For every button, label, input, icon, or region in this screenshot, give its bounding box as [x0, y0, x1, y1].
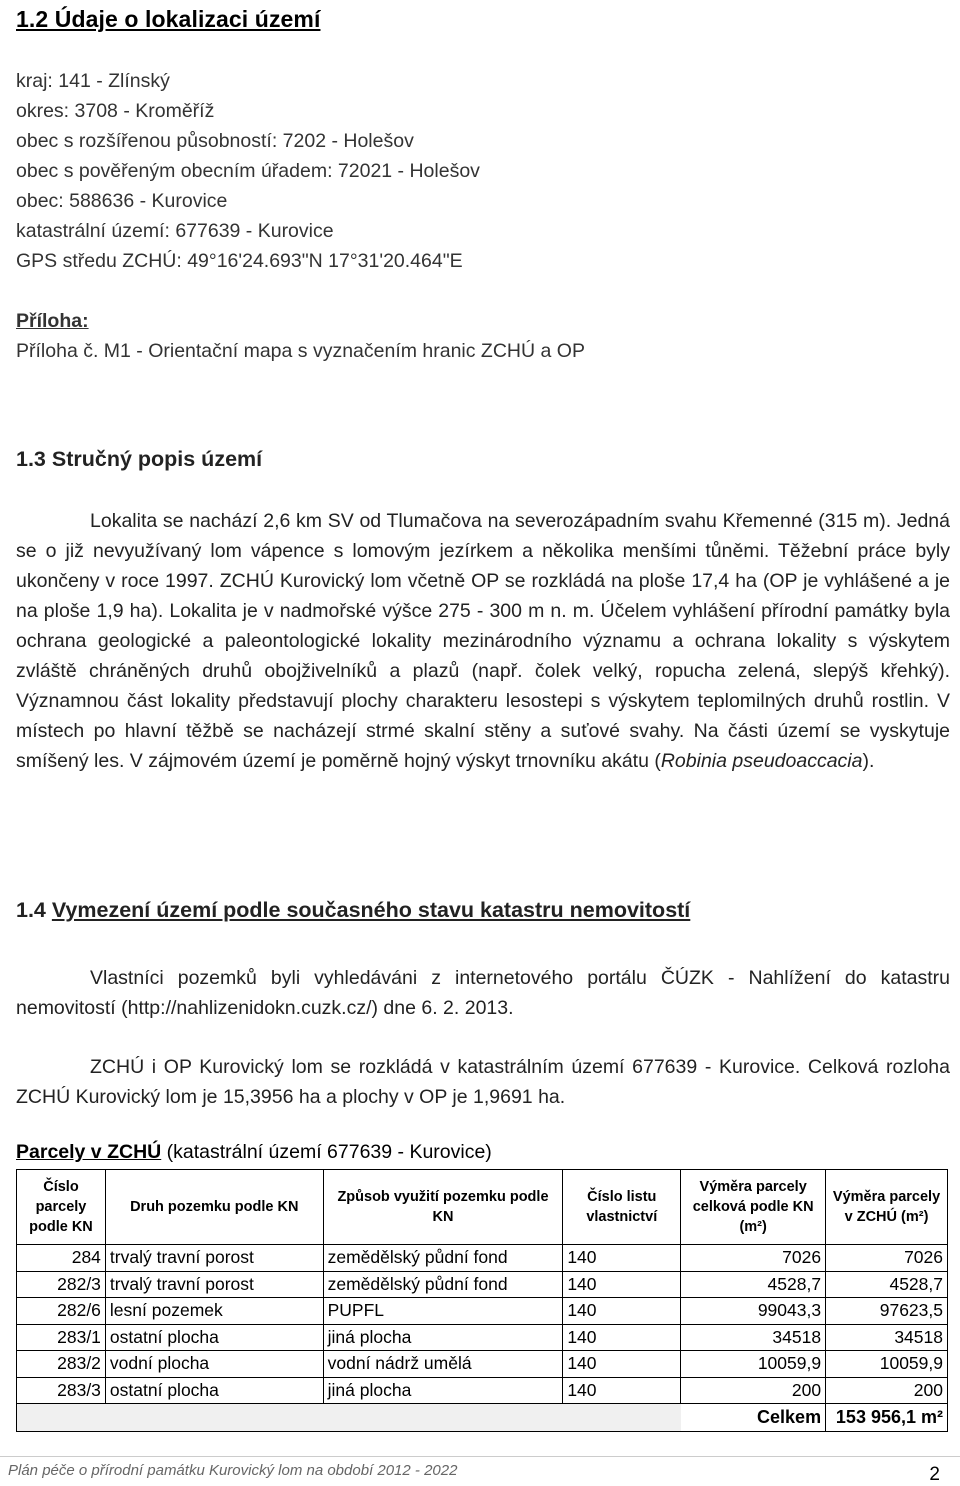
- table-cell: PUPFL: [323, 1298, 563, 1325]
- table-cell: ostatní plocha: [105, 1324, 323, 1351]
- appendix-heading: Příloha:: [16, 310, 89, 332]
- location-line: okres: 3708 - Kroměříž: [16, 100, 215, 122]
- header-cell: Číslo listu vlastnictví: [563, 1170, 681, 1245]
- table-cell: 283/3: [17, 1377, 106, 1404]
- species-italic: Robinia pseudoaccacia: [660, 750, 863, 772]
- header-cell: Výměra parcely celková podle KN (m²): [681, 1170, 826, 1245]
- location-details: [16, 66, 480, 276]
- table-row: [17, 1245, 948, 1272]
- table-cell: vodní nádrž umělá: [323, 1351, 563, 1378]
- table-header-row: [17, 1170, 948, 1245]
- table-cell: 282/6: [17, 1298, 106, 1325]
- table-cell: ostatní plocha: [105, 1377, 323, 1404]
- location-line: kraj: 141 - Zlínský: [16, 70, 170, 92]
- table-cell: jiná plocha: [323, 1324, 563, 1351]
- table-cell: 140: [563, 1245, 681, 1272]
- paragraph-text: Vlastníci pozemků byli vyhledáváni z internetového portálu ČÚZK - Nahlížení do katastru nemovitostí (http://nahlizenidokn.cuzk.cz/) dne 6. 2. 2013.: [16, 967, 950, 1019]
- table-cell: 34518: [681, 1324, 826, 1351]
- paragraph-text: ZCHÚ i OP Kurovický lom se rozkládá v katastrálním území 677639 - Kurovice. Celková rozloha ZCHÚ Kurovický lom je 15,3956 ha a plochy v OP je 1,9691 ha.: [16, 1056, 950, 1108]
- total-label: Celkem: [681, 1404, 826, 1432]
- total-spacer: [17, 1404, 681, 1432]
- table-cell: 34518: [826, 1324, 948, 1351]
- parcels-table: [16, 1169, 948, 1432]
- table-cell: 10059,9: [826, 1351, 948, 1378]
- table-cell: 140: [563, 1351, 681, 1378]
- paragraph-text: Lokalita se nachází 2,6 km SV od Tlumačova na severozápadním svahu Křemenné (315 m). Jedná se o již nevyužívaný lom vápence s lomovým jezírkem a několika menšími tůněmi. Těžební práce byly ukončeny v roce 1997. ZCHÚ Kurovický lom včetně OP se rozkládá na ploše 17,4 ha (OP je vyhlášené a je na ploše 1,9 ha). Lokalita je v nadmořské výšce 275 - 300 m n. m. Účelem vyhlášení přírodní památky byla ochrana geologické a paleontologické lokality mezinárodního významu a ochrana lokality s výskytem zvláště chráněných druhů obojživelníků a plazů (např. čolek velký, ropucha zelená, slepýš křehký). Významnou část lokality představují plochy charakteru lesostepi s výskytem teplomilných druhů rostlin. V místech po hlavní těžbě se nacházejí strmé skalní stěny a suťové svahy. Na části území se vyskytuje smíšený les. V zájmovém území je poměrně hojný výskyt trnovníku akátu (: [16, 510, 950, 772]
- table-cell: 140: [563, 1271, 681, 1298]
- table-cell: 4528,7: [826, 1271, 948, 1298]
- table-row: [17, 1298, 948, 1325]
- section-1-3-paragraph: [16, 506, 950, 776]
- location-line: obec: 588636 - Kurovice: [16, 190, 228, 212]
- table-row: [17, 1271, 948, 1298]
- table-cell: 283/2: [17, 1351, 106, 1378]
- page-number: 2: [929, 1464, 940, 1485]
- table-cell: 99043,3: [681, 1298, 826, 1325]
- table-cell: 282/3: [17, 1271, 106, 1298]
- header-cell: Druh pozemku podle KN: [105, 1170, 323, 1245]
- location-line: obec s pověřeným obecním úřadem: 72021 - Holešov: [16, 160, 480, 182]
- section-1-4-paragraph-2: [16, 1052, 950, 1112]
- table-cell: 283/1: [17, 1324, 106, 1351]
- table-cell: 140: [563, 1324, 681, 1351]
- section-1-3-heading: 1.3 Stručný popis území: [16, 447, 263, 471]
- section-1-2-title: 1.2 Údaje o lokalizaci území: [16, 6, 321, 32]
- section-1-4-paragraph-1: [16, 963, 950, 1023]
- table-cell: trvalý travní porost: [105, 1245, 323, 1272]
- table-row: [17, 1377, 948, 1404]
- table-caption: [16, 1141, 492, 1164]
- table-total-row: [17, 1404, 948, 1432]
- location-line: obec s rozšířenou působností: 7202 - Holešov: [16, 130, 414, 152]
- location-line: GPS středu ZCHÚ: 49°16'24.693"N 17°31'20.464"E: [16, 250, 463, 272]
- header-cell: Způsob využití pozemku podle KN: [323, 1170, 563, 1245]
- section-1-2-heading: [16, 6, 320, 33]
- footer-divider: [0, 1456, 960, 1457]
- table-cell: 97623,5: [826, 1298, 948, 1325]
- table-caption-bold: Parcely v ZCHÚ: [16, 1141, 162, 1163]
- table-cell: 7026: [681, 1245, 826, 1272]
- table-cell: 10059,9: [681, 1351, 826, 1378]
- table-cell: 4528,7: [681, 1271, 826, 1298]
- table-cell: lesní pozemek: [105, 1298, 323, 1325]
- section-1-4-heading: [16, 898, 690, 923]
- total-value: 153 956,1 m²: [826, 1404, 948, 1432]
- table-cell: zemědělský půdní fond: [323, 1245, 563, 1272]
- header-cell: Číslo parcely podle KN: [17, 1170, 106, 1245]
- table-cell: 7026: [826, 1245, 948, 1272]
- table-cell: vodní plocha: [105, 1351, 323, 1378]
- table-cell: trvalý travní porost: [105, 1271, 323, 1298]
- appendix-item: Příloha č. M1 - Orientační mapa s vyznačením hranic ZCHÚ a OP: [16, 340, 585, 362]
- table-row: [17, 1351, 948, 1378]
- table-cell: 200: [826, 1377, 948, 1404]
- header-cell: Výměra parcely v ZCHÚ (m²): [826, 1170, 948, 1245]
- location-line: katastrální území: 677639 - Kurovice: [16, 220, 334, 242]
- section-1-4-title: Vymezení území podle současného stavu katastru nemovitostí: [51, 898, 691, 922]
- table-cell: 140: [563, 1298, 681, 1325]
- table-cell: zemědělský půdní fond: [323, 1271, 563, 1298]
- table-row: [17, 1324, 948, 1351]
- table-cell: jiná plocha: [323, 1377, 563, 1404]
- table-cell: 284: [17, 1245, 106, 1272]
- table-caption-rest: (katastrální území 677639 - Kurovice): [161, 1141, 492, 1163]
- footer-text: Plán péče o přírodní památku Kurovický lom na období 2012 - 2022: [8, 1462, 458, 1479]
- section-1-4-number: 1.4: [16, 898, 52, 922]
- table-cell: 200: [681, 1377, 826, 1404]
- table-cell: 140: [563, 1377, 681, 1404]
- paragraph-text-end: ).: [862, 750, 875, 772]
